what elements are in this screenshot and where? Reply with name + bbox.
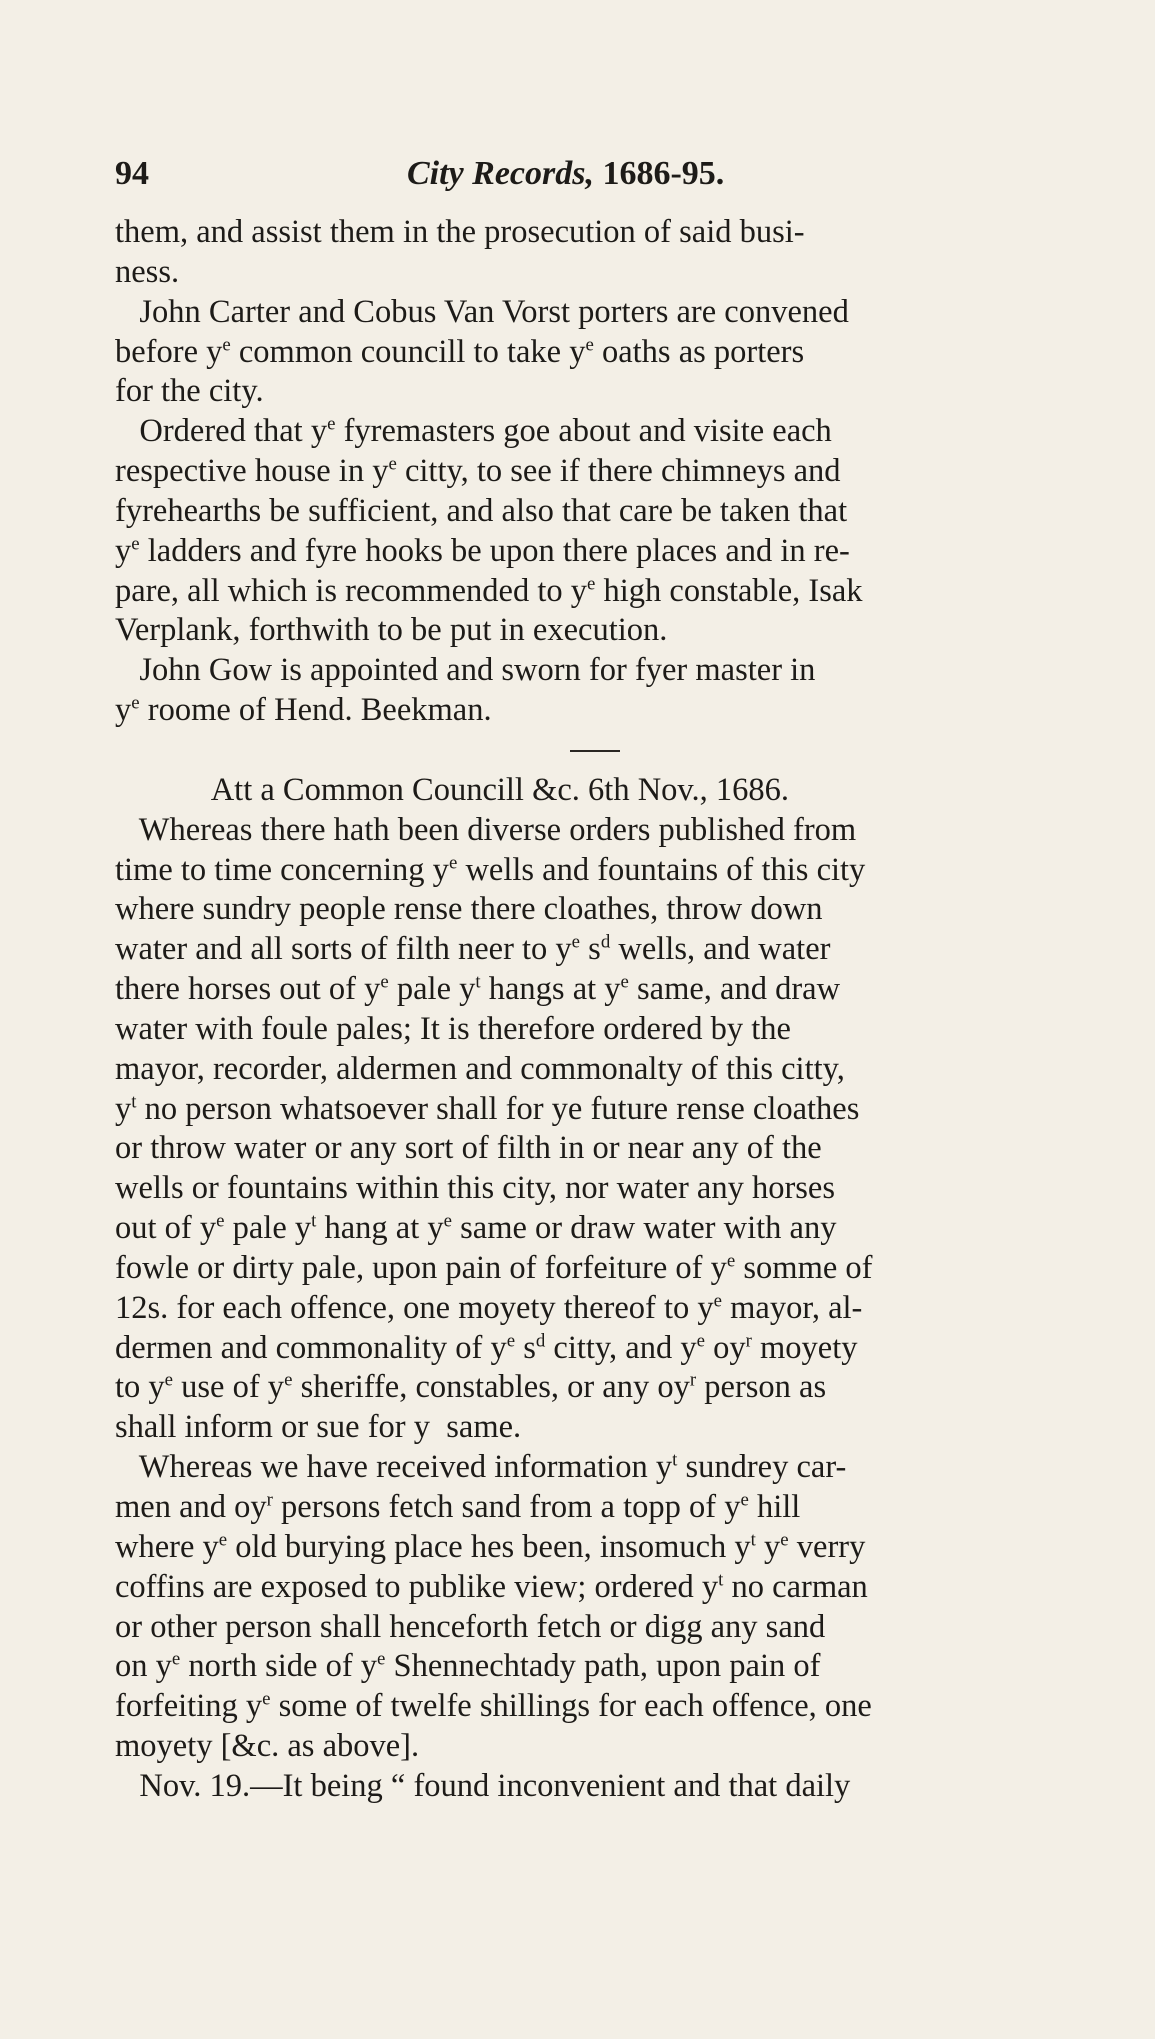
text-segment: where y: [115, 1528, 219, 1565]
text-segment: moyety [&c. as above].: [115, 1728, 420, 1765]
text-segment: out of y: [115, 1210, 217, 1247]
text-segment: for the city.: [115, 373, 264, 410]
text-segment: use of y: [173, 1369, 285, 1406]
text-line: [115, 1169, 1105, 1209]
text-segment: or throw water or any sort of filth in or near any of the: [115, 1130, 822, 1167]
text-segment: water with foule pales; It is therefore ordered by the: [115, 1010, 791, 1047]
text-line: [115, 1727, 1105, 1767]
text-segment: pale y: [388, 971, 476, 1008]
text-segment: pare, all which is recommended to y: [115, 572, 587, 609]
text-line: [115, 452, 1105, 492]
text-segment: person as: [696, 1369, 827, 1406]
text-segment: hill: [748, 1489, 801, 1525]
text-line: [115, 1448, 1105, 1488]
text-segment: old burying place hes been, insomuch y: [227, 1528, 751, 1565]
text-segment: citty, to see if there chimneys and: [396, 453, 841, 490]
text-line: [115, 1289, 1105, 1329]
superscript: e: [216, 1210, 225, 1232]
superscript: e: [164, 1369, 174, 1391]
superscript: t: [750, 1529, 756, 1551]
superscript: e: [696, 1329, 705, 1351]
text-segment: John Gow is appointed and sworn for fyer master in: [115, 652, 816, 689]
text-line: [115, 293, 1105, 333]
text-segment: y: [755, 1528, 781, 1565]
superscript: e: [377, 1648, 386, 1670]
body-text: [115, 213, 1105, 1807]
text-segment: them, and assist them in the prosecution of said busi-: [115, 214, 805, 250]
text-segment: coffins are exposed to publike view; ordered y: [115, 1568, 719, 1605]
text-segment: high constable, Isak: [595, 572, 863, 609]
text-segment: no person whatsoever shall for ye future rense cloathes: [136, 1090, 860, 1127]
running-header: [115, 150, 1040, 198]
text-segment: before y: [115, 333, 223, 370]
text-segment: respective house in y: [115, 453, 389, 490]
text-segment: persons fetch sand from a topp of y: [272, 1489, 741, 1525]
text-segment: roome of Hend. Beekman.: [139, 692, 492, 729]
section-divider: [115, 731, 1105, 771]
text-segment: hangs at y: [480, 971, 621, 1008]
text-segment: wells and fountains of this city: [457, 851, 866, 888]
text-segment: y: [115, 692, 132, 729]
superscript: d: [600, 931, 611, 953]
text-line: [115, 1329, 1105, 1369]
text-segment: pale y: [224, 1210, 312, 1247]
superscript: e: [380, 971, 389, 993]
text-segment: John Carter and Cobus Van Vorst porters are convened: [115, 293, 849, 330]
superscript: e: [262, 1688, 271, 1710]
text-segment: wells, and water: [610, 931, 831, 968]
text-segment: shall inform or sue for y same.: [115, 1409, 522, 1446]
text-segment: Nov. 19.—It being “ found inconvenient and that daily: [115, 1767, 851, 1804]
text-segment: some of twelfe shillings for each offence, one: [270, 1688, 872, 1725]
superscript: e: [218, 1529, 228, 1551]
superscript: e: [780, 1529, 789, 1551]
text-line: [115, 372, 1105, 412]
text-line: [115, 1568, 1105, 1608]
text-line: [115, 1608, 1105, 1648]
text-line: [115, 930, 1105, 970]
text-segment: Shennechtady path, upon pain of: [385, 1648, 821, 1685]
superscript: e: [284, 1369, 293, 1391]
text-line: [115, 890, 1105, 930]
text-line: [115, 412, 1105, 452]
text-line: [115, 1249, 1105, 1289]
text-segment: y: [115, 1090, 132, 1127]
text-segment: Verplank, forthwith to be put in execution.: [115, 612, 668, 649]
superscript: e: [571, 931, 581, 953]
text-line: [115, 492, 1105, 532]
text-line: [115, 1647, 1105, 1687]
text-segment: somme of: [735, 1249, 873, 1286]
running-title-italic: City Records,: [407, 155, 594, 192]
text-segment: oy: [704, 1329, 746, 1366]
page-number: 94: [115, 155, 149, 192]
text-line: [115, 1528, 1105, 1568]
text-segment: Att a Common Councill &c. 6th Nov., 1686.: [115, 771, 790, 808]
text-segment: mayor, al-: [722, 1289, 863, 1326]
text-line: [115, 572, 1105, 612]
text-segment: verry: [788, 1528, 866, 1565]
superscript: e: [327, 413, 336, 435]
text-segment: fyremasters goe about and visite each: [335, 413, 832, 450]
divider-rule: [570, 750, 620, 752]
text-line: [115, 970, 1105, 1010]
superscript: r: [689, 1369, 697, 1391]
superscript: e: [740, 1489, 749, 1511]
text-line: [115, 651, 1105, 691]
text-segment: 12s. for each offence, one moyety thereof to y: [115, 1289, 714, 1326]
text-line: [115, 333, 1105, 373]
superscript: e: [620, 971, 629, 993]
text-line: [115, 1209, 1105, 1249]
text-segment: same or draw water with any: [452, 1210, 837, 1247]
text-segment: wells or fountains within this city, nor water any horses: [115, 1170, 835, 1207]
text-line: [115, 532, 1105, 572]
superscript: e: [713, 1290, 722, 1312]
superscript: e: [388, 453, 397, 475]
text-line: [115, 1687, 1105, 1727]
text-segment: or other person shall henceforth fetch or digg any sand: [115, 1608, 826, 1645]
superscript: e: [587, 572, 596, 594]
text-segment: common councill to take y: [230, 333, 586, 370]
running-title: [407, 150, 724, 198]
superscript: t: [475, 971, 481, 993]
text-line: [115, 811, 1105, 851]
text-segment: s: [580, 931, 601, 968]
text-segment: Whereas we have received information y: [115, 1449, 673, 1486]
running-title-years: 1686-95.: [593, 155, 725, 192]
superscript: t: [672, 1449, 678, 1471]
superscript: t: [311, 1210, 317, 1232]
text-segment: no carman: [723, 1568, 868, 1605]
text-line: [115, 253, 1105, 293]
text-segment: mayor, recorder, aldermen and commonalty of this citty,: [115, 1050, 845, 1087]
text-segment: ladders and fyre hooks be upon there places and in re-: [139, 532, 850, 569]
text-line: [115, 1488, 1105, 1528]
text-segment: men and oy: [115, 1489, 267, 1525]
superscript: r: [745, 1329, 752, 1351]
text-segment: forfeiting y: [115, 1688, 263, 1725]
text-segment: sheriffe, constables, or any oy: [292, 1369, 690, 1406]
text-segment: time to time concerning y: [115, 851, 449, 888]
text-segment: hang at y: [316, 1210, 444, 1247]
text-segment: fyrehearths be sufficient, and also that care be taken that: [115, 492, 848, 529]
superscript: e: [448, 851, 458, 873]
text-segment: s: [515, 1329, 536, 1366]
superscript: e: [506, 1329, 516, 1351]
text-line: [115, 213, 1105, 253]
superscript: t: [718, 1569, 724, 1591]
text-segment: citty, and y: [545, 1329, 697, 1366]
superscript: e: [131, 692, 140, 714]
text-segment: water and all sorts of filth neer to y: [115, 931, 572, 968]
text-segment: fowle or dirty pale, upon pain of forfeiture of y: [115, 1249, 727, 1286]
superscript: e: [585, 333, 594, 355]
superscript: e: [131, 533, 140, 555]
text-line: [115, 1129, 1105, 1169]
text-line: [115, 611, 1105, 651]
text-line: [115, 691, 1105, 731]
text-segment: moyety: [751, 1329, 858, 1366]
text-segment: to y: [115, 1369, 165, 1406]
text-segment: same, and draw: [628, 971, 841, 1008]
text-segment: on y: [115, 1648, 172, 1685]
text-line: [115, 771, 1105, 811]
text-segment: oaths as porters: [593, 333, 805, 370]
text-line: [115, 851, 1105, 891]
text-line: [115, 1090, 1105, 1130]
text-segment: sundrey car-: [677, 1449, 847, 1486]
superscript: e: [443, 1210, 453, 1232]
superscript: e: [726, 1250, 736, 1272]
text-line: [115, 1368, 1105, 1408]
text-segment: north side of y: [180, 1648, 378, 1685]
superscript: r: [266, 1489, 273, 1511]
text-segment: y: [115, 532, 132, 569]
text-line: [115, 1050, 1105, 1090]
text-line: [115, 1767, 1105, 1807]
superscript: e: [171, 1648, 181, 1670]
text-segment: Ordered that y: [115, 413, 328, 450]
superscript: t: [131, 1090, 137, 1112]
text-segment: Whereas there hath been diverse orders published from: [115, 811, 857, 848]
text-segment: where sundry people rense there cloathes, throw down: [115, 891, 823, 928]
superscript: e: [222, 333, 231, 355]
text-line: [115, 1408, 1105, 1448]
text-segment: there horses out of y: [115, 971, 381, 1008]
superscript: d: [535, 1329, 546, 1351]
text-segment: ness.: [115, 253, 180, 290]
text-segment: dermen and commonality of y: [115, 1329, 507, 1366]
text-line: [115, 1010, 1105, 1050]
